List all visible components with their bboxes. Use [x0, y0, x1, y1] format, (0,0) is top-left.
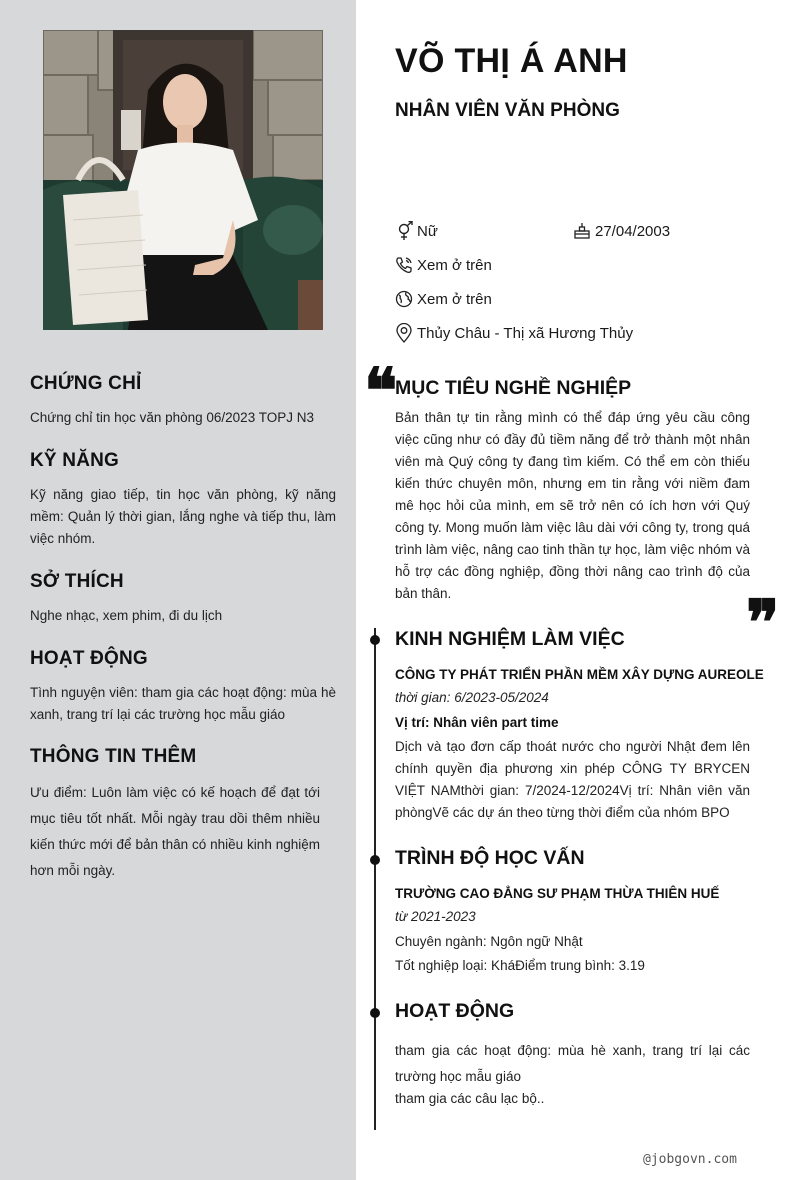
- education-title: TRÌNH ĐỘ HỌC VẤN: [395, 847, 585, 869]
- sidebar-activities-text: Tình nguyện viên: tham gia các hoạt động: mùa hè xanh, trang trí lại các trường học mẫu giáo: [30, 685, 336, 722]
- sidebar-activities-title: HOẠT ĐỘNG: [30, 648, 148, 669]
- certificates-section: [30, 373, 336, 429]
- skills-section: [30, 450, 336, 550]
- skills-text: Kỹ năng giao tiếp, tin học văn phòng, kỹ năng mềm: Quản lý thời gian, lắng nghe và tiếp thu, làm việc nhóm.: [30, 487, 336, 546]
- education-period: từ 2021-2023: [395, 909, 476, 924]
- phone-row: [395, 255, 492, 275]
- watermark: @jobgovn.com: [643, 1152, 737, 1167]
- website-row: [395, 289, 492, 309]
- sidebar: [0, 0, 356, 1180]
- birthdate-row: [573, 221, 670, 241]
- experience-role: Vị trí: Nhân viên part time: [395, 715, 559, 730]
- extra-info-title: THÔNG TIN THÊM: [30, 746, 197, 767]
- activities-title: HOẠT ĐỘNG: [395, 1000, 515, 1022]
- address-value: Thủy Châu - Thị xã Hương Thủy: [417, 324, 634, 342]
- hobbies-section: [30, 571, 336, 627]
- hobbies-title: SỞ THÍCH: [30, 571, 124, 592]
- sidebar-activities-section: [30, 648, 336, 726]
- certificates-text: Chứng chỉ tin học văn phòng 06/2023 TOPJ N3: [30, 410, 314, 425]
- education-major: Chuyên ngành: Ngôn ngữ Nhật: [395, 934, 583, 949]
- timeline-dot: [370, 1008, 380, 1018]
- address-row: [395, 323, 633, 343]
- experience-title: KINH NGHIỆM LÀM VIỆC: [395, 628, 625, 650]
- location-pin-icon: [395, 323, 417, 343]
- objective-title: MỤC TIÊU NGHỀ NGHIỆP: [395, 377, 632, 399]
- extra-info-text: Ưu điểm: Luôn làm việc có kế hoạch để đạt tới mục tiêu tốt nhất. Mỗi ngày trau dồi thêm nhiều kiến thức mới để bản thân có nhiều kinh nghiệm hơn mỗi ngày.: [30, 785, 320, 878]
- website-value: Xem ở trên: [417, 290, 492, 308]
- activities-line-1: tham gia các hoạt động: mùa hè xanh, trang trí lại các trường học mẫu giáo: [395, 1043, 750, 1084]
- globe-icon: [395, 289, 417, 309]
- birthdate-value: 27/04/2003: [595, 222, 671, 240]
- experience-company: CÔNG TY PHÁT TRIỂN PHẦN MỀM XÂY DỰNG AUREOLE: [395, 667, 764, 682]
- gender-value: Nữ: [417, 222, 438, 240]
- education-grade: Tốt nghiệp loại: KháĐiểm trung bình: 3.19: [395, 958, 645, 973]
- quote-close-icon: ❞: [746, 586, 780, 659]
- candidate-name: VÕ THỊ Á ANH: [395, 42, 628, 80]
- profile-photo: [43, 30, 323, 330]
- experience-description: Dịch và tạo đơn cấp thoát nước cho người Nhật đem lên chính quyền địa phương xin phép CÔNG TY BRYCEN VIỆT NAMthời gian: 7/2024-12/2024Vị trí: Nhân viên văn phòngVẽ các dự án theo từng thời điểm của nhóm BPO: [395, 739, 750, 820]
- experience-period: thời gian: 6/2023-05/2024: [395, 690, 549, 705]
- quote-open-icon: ❝: [364, 354, 398, 427]
- extra-info-section: [30, 746, 320, 884]
- timeline-line: [374, 628, 376, 1130]
- job-title: NHÂN VIÊN VĂN PHÒNG: [395, 100, 620, 121]
- phone-value: Xem ở trên: [417, 256, 492, 274]
- education-school: TRƯỜNG CAO ĐẲNG SƯ PHẠM THỪA THIÊN HUẾ: [395, 886, 720, 901]
- timeline-dot: [370, 855, 380, 865]
- birthday-cake-icon: [573, 221, 595, 241]
- objective-text: Bản thân tự tin rằng mình có thể đáp ứng yêu cầu công việc cũng như có đầy đủ tiềm năng để trở thành một nhân viên mà Quý công ty đang tìm kiếm. Có thể em còn thiếu kiến thức chuyên môn, nhưng em tin rằng với niềm đam mê học hỏi của mình, em sẽ trở nên có ích hơn với Quý công ty. Mong muốn làm việc lâu dài với công ty, trong quá trình làm việc, nâng cao tinh thần tự học, làm việc nhóm và hỗ trợ các đồng nghiệp, đồng thời nâng cao trình độ của bản thân.: [395, 410, 750, 601]
- gender-row: [395, 221, 438, 241]
- phone-icon: [395, 255, 417, 275]
- activities-line-2: tham gia các câu lạc bộ..: [395, 1091, 545, 1106]
- certificates-title: CHỨNG CHỈ: [30, 373, 142, 394]
- hobbies-text: Nghe nhạc, xem phim, đi du lịch: [30, 608, 223, 623]
- skills-title: KỸ NĂNG: [30, 450, 120, 471]
- gender-icon: [395, 221, 417, 241]
- timeline-dot: [370, 635, 380, 645]
